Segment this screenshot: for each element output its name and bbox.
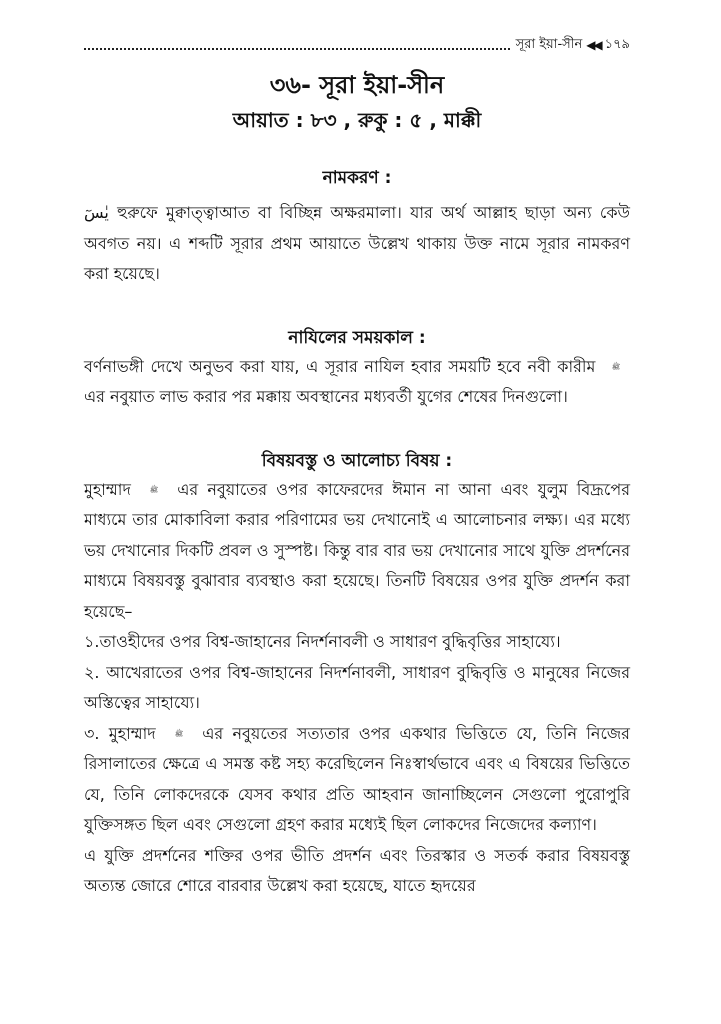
subject-item3-before: ৩. মুহাম্মাদ bbox=[84, 723, 165, 743]
naming-paragraph bbox=[84, 198, 630, 290]
naming-heading: নামকরণ : bbox=[322, 168, 392, 188]
naming-text: হুরুফে মুক্বাত্ত্বাআত বা বিচ্ছিন্ন অক্ষরমালা। যার অর্থ আল্লাহ ছাড়া অন্য কেউ অবগত নয়। এ শব্দটি সূরার প্রথম আয়াতে উল্লেখ থাকায় উক্ত নামে সূরার নামকরণ করা হয়েছে। bbox=[84, 203, 630, 283]
subject-p1-after: এর নবুয়াতের ওপর কাফেরদের ঈমান না আনা এবং যুলুম বিদ্রূপের মাধ্যমে তার মোকাবিলা করার পরিণামের ভয় দেখানোই এ আলোচনার লক্ষ্য। এর মধ্যে ভয় দেখানোর দিকটি প্রবল ও সুস্পষ্ট। কিন্তু বার বার ভয় দেখানোর সাথে যুক্তি প্রদর্শনের মাধ্যমে বিষয়বস্তু বুঝাবার ব্যবস্থাও করা হয়েছে। তিনটি বিষয়ের ওপর যুক্তি প্রদর্শন করা হয়েছে– bbox=[84, 479, 630, 621]
arrow-left-icon: ◀◀ bbox=[586, 38, 601, 52]
leader-dots bbox=[84, 48, 510, 50]
revelation-text-before: বর্ণনাভঙ্গী দেখে অনুভব করা যায়, এ সূরার নাযিল হবার সময়টি হবে নবী কারীম bbox=[84, 356, 602, 376]
arabic-yasin: يٰسٓ bbox=[84, 203, 109, 222]
revelation-text-after: এর নবুয়াত লাভ করার পর মক্কায় অবস্থানের মধ্যবর্তী যুগের শেষের দিনগুলো। bbox=[84, 387, 568, 406]
subject-item-2: ২. আখেরাতের ওপর বিশ্ব-জাহানের নিদর্শনাবলী, সাধারণ বুদ্ধিবৃত্তি ও মানুষের নিজের অস্তিত্বের সাহায্যে। bbox=[84, 662, 630, 712]
subject-item-3 bbox=[84, 719, 630, 841]
subject-paragraph-1 bbox=[84, 475, 630, 628]
running-header bbox=[84, 36, 630, 54]
running-title: সূরা ইয়া-সীন bbox=[515, 36, 583, 52]
revelation-paragraph bbox=[84, 352, 630, 413]
subject-heading: বিষয়বস্তু ও আলোচ্য বিষয় : bbox=[261, 450, 453, 471]
chapter-meta: আয়াত : ৮৩ , রুকু : ৫ , মাক্কী bbox=[232, 108, 482, 132]
chapter-title: ৩৬- সূরা ইয়া-সীন bbox=[269, 71, 445, 99]
subject-paragraph-last: এ যুক্তি প্রদর্শনের শক্তির ওপর ভীতি প্রদর্শন এবং তিরস্কার ও সতর্ক করার বিষয়বস্তু অত্যন্ত জোরে শোরে বারবার উল্লেখ করা হয়েছে, যাতে হৃদয়ের bbox=[84, 845, 630, 895]
subject-item-1: ১.তাওহীদের ওপর বিশ্ব-জাহানের নিদর্শনাবলী ও সাধারণ বুদ্ধিবৃত্তির সাহায্যে। bbox=[84, 632, 561, 651]
revelation-heading: নাযিলের সময়কাল : bbox=[288, 327, 426, 348]
salla-icon: ﷺ bbox=[149, 485, 159, 494]
salla-icon: ﷺ bbox=[611, 362, 621, 371]
subject-p1-before: মুহাম্মাদ bbox=[84, 479, 141, 499]
subject-item3-after: এর নবুয়তের সত্যতার ওপর একথার ভিত্তিতে যে, তিনি নিজের রিসালাতের ক্ষেত্রে এ সমস্ত কষ্ট সহ্য করেছিলেন নিঃস্বার্থভাবে এবং এ বিষয়ের ভিত্তিতে যে, তিনি লোকদেরকে যেসব কথার প্রতি আহবান জানাচ্ছিলেন সেগুলো পুরোপুরি যুক্তিসঙ্গত ছিল এবং সেগুলো গ্রহণ করার মধ্যেই ছিল লোকদের নিজেদের কল্যাণ। bbox=[84, 723, 630, 834]
book-page bbox=[84, 36, 630, 902]
salla-icon: ﷺ bbox=[174, 729, 184, 738]
page-number: ১৭৯ bbox=[604, 36, 630, 52]
